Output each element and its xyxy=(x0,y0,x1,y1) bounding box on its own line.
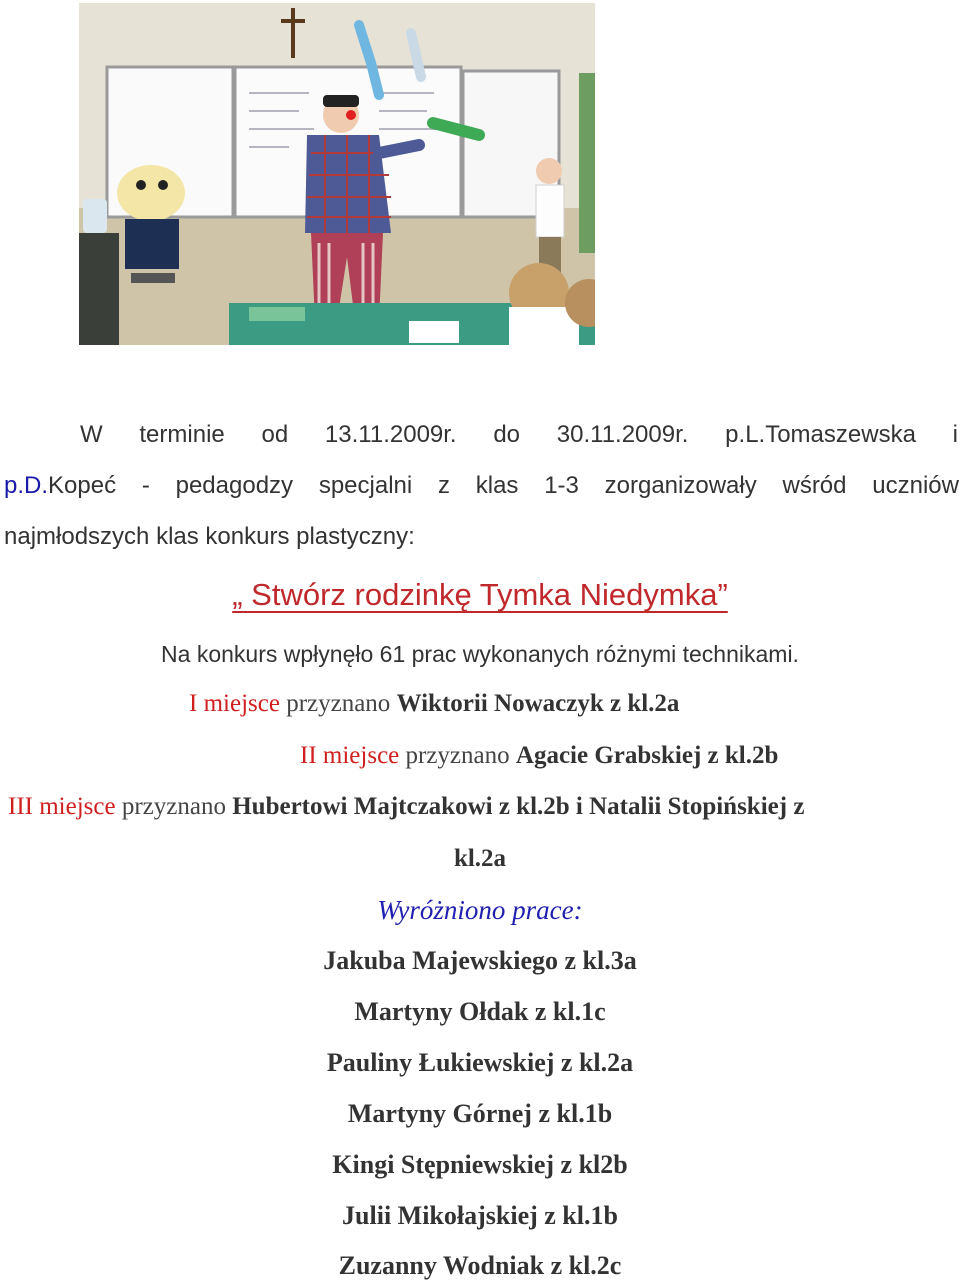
prize-first: I miejsce przyznano Wiktorii Nowaczyk z kl.2a xyxy=(189,690,680,717)
distinction-name: Martyny Górnej z kl.1b xyxy=(347,1099,613,1128)
prize-third: III miejsce przyznano Hubertowi Majtczakowi z kl.2b i Natalii Stopińskiej z xyxy=(8,793,805,820)
distinctions-heading: Wyróżniono prace: xyxy=(377,895,583,925)
distinction-name: Pauliny Łukiewskiej z kl.2a xyxy=(326,1048,634,1077)
intro-line-3: najmłodszych klas konkurs plastyczny: xyxy=(4,523,415,550)
submissions-info: Na konkurs wpłynęło 61 prac wykonanych różnymi technikami. xyxy=(161,641,799,667)
distinction-name: Zuzanny Wodniak z kl.2c xyxy=(338,1251,622,1280)
distinction-name: Jakuba Majewskiego z kl.3a xyxy=(323,946,637,975)
intro-line-1: W terminie od 13.11.2009r. do 30.11.2009r. p.L.Tomaszewska i xyxy=(80,421,958,448)
distinction-name: Martyny Ołdak z kl.1c xyxy=(354,997,606,1026)
contest-title: „ Stwórz rodzinkę Tymka Niedymka” xyxy=(232,577,728,612)
distinction-name: Julii Mikołajskiej z kl.1b xyxy=(342,1201,618,1230)
classroom-photo xyxy=(79,3,595,345)
intro-line-2: p.D.Kopeć - pedagodzy specjalni z klas 1-3 zorganizowały wśród uczniów xyxy=(4,472,959,499)
distinction-name: Kingi Stępniewskiej z kl2b xyxy=(332,1150,628,1179)
intro-link[interactable]: p.D. xyxy=(4,472,49,499)
prize-second: II miejsce przyznano Agacie Grabskiej z kl.2b xyxy=(300,742,779,769)
prize-third-continued: kl.2a xyxy=(453,845,507,872)
